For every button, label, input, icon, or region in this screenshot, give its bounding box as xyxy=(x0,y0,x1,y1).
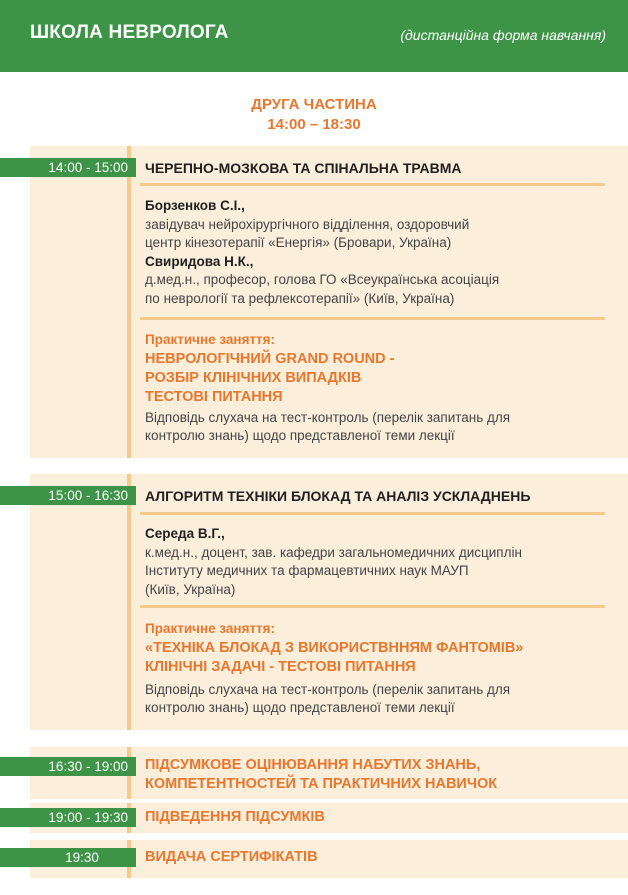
session-time-5: 19:30 xyxy=(0,848,136,867)
part-heading xyxy=(0,95,628,135)
separator xyxy=(140,605,605,608)
speaker-desc: Інституту медичних та фармацевтичних наук МАУП xyxy=(145,563,469,578)
session-title-1: ЧЕРЕПНО-МОЗКОВА ТА СПІНАЛЬНА ТРАВМА xyxy=(145,160,462,176)
speaker-desc: (Київ, Україна) xyxy=(145,581,236,597)
speaker-desc: центр кінезотерапії «Енергія» (Бровари, Україна) xyxy=(145,235,452,250)
speaker-name: Свиридова Н.К., xyxy=(145,253,254,269)
speaker-desc: завідувач нейрохірургічного відділення, оздоровчий xyxy=(145,216,470,232)
practical-title: НЕВРОЛОГІЧНИЙ GRAND ROUND - xyxy=(145,350,395,367)
speaker-desc: д.мед.н., професор, голова ГО «Всеукраїнська асоціація xyxy=(145,272,500,287)
separator xyxy=(140,512,605,515)
part-time: 14:00 – 18:30 xyxy=(267,116,361,133)
speakers-1 xyxy=(145,197,499,308)
session-title-2: АЛГОРИТМ ТЕХНІКИ БЛОКАД ТА АНАЛІЗ УСКЛАДНЕНЬ xyxy=(145,488,531,504)
practical-note: контролю знань) щодо представленої теми лекції xyxy=(145,700,455,715)
header-subtitle: (дистанційна форма навчання) xyxy=(400,27,606,43)
header-bar xyxy=(0,0,628,72)
practical-title: КЛІНІЧНІ ЗАДАЧІ - ТЕСТОВІ ПИТАННЯ xyxy=(145,658,416,675)
header-title: ШКОЛА НЕВРОЛОГА xyxy=(30,22,229,43)
speaker-name: Борзенков С.І., xyxy=(145,198,245,213)
separator xyxy=(140,317,605,320)
separator xyxy=(140,183,605,186)
session-title-line: ПІДСУМКОВЕ ОЦІНЮВАННЯ НАБУТИХ ЗНАНЬ, xyxy=(145,757,481,773)
session-divider-1 xyxy=(127,146,131,458)
practical-note: Відповідь слухача на тест-контроль (перелік запитань для xyxy=(145,681,511,697)
practical-title: «ТЕХНІКА БЛОКАД З ВИКОРИСТВННЯМ ФАНТОМІВ» xyxy=(145,639,524,656)
part-title: ДРУГА ЧАСТИНА xyxy=(251,96,377,113)
speaker-name: Середа В.Г., xyxy=(145,526,225,541)
session-divider-2 xyxy=(127,474,131,730)
practical-label: Практичне заняття: xyxy=(145,332,276,347)
session-title-5: ВИДАЧА СЕРТИФІКАТІВ xyxy=(145,849,318,865)
practical-1 xyxy=(145,331,510,446)
session-time-4: 19:00 - 19:30 xyxy=(0,808,136,827)
practical-note: контролю знань) щодо представленої теми лекції xyxy=(145,428,455,443)
practical-note: Відповідь слухача на тест-контроль (перелік запитань для xyxy=(145,409,511,425)
practical-title: РОЗБІР КЛІНІЧНИХ ВИПАДКІВ xyxy=(145,369,362,386)
session-title-line: КОМПЕТЕНТНОСТЕЙ ТА ПРАКТИЧНИХ НАВИЧОК xyxy=(145,776,498,792)
practical-title: ТЕСТОВІ ПИТАННЯ xyxy=(145,388,283,405)
speakers-2 xyxy=(145,525,522,599)
practical-2 xyxy=(145,620,523,718)
speaker-desc: по неврології та рефлексотерапії» (Київ, Україна) xyxy=(145,290,455,306)
session-time-1: 14:00 - 15:00 xyxy=(0,158,136,177)
session-title-3 xyxy=(145,756,497,794)
speaker-desc: к.мед.н., доцент, зав. кафедри загальномедичних дисциплін xyxy=(145,544,522,560)
practical-label: Практичне заняття: xyxy=(145,621,276,636)
session-time-2: 15:00 - 16:30 xyxy=(0,486,136,505)
session-title-4: ПІДВЕДЕННЯ ПІДСУМКІВ xyxy=(145,809,325,825)
session-time-3: 16:30 - 19:00 xyxy=(0,757,136,776)
